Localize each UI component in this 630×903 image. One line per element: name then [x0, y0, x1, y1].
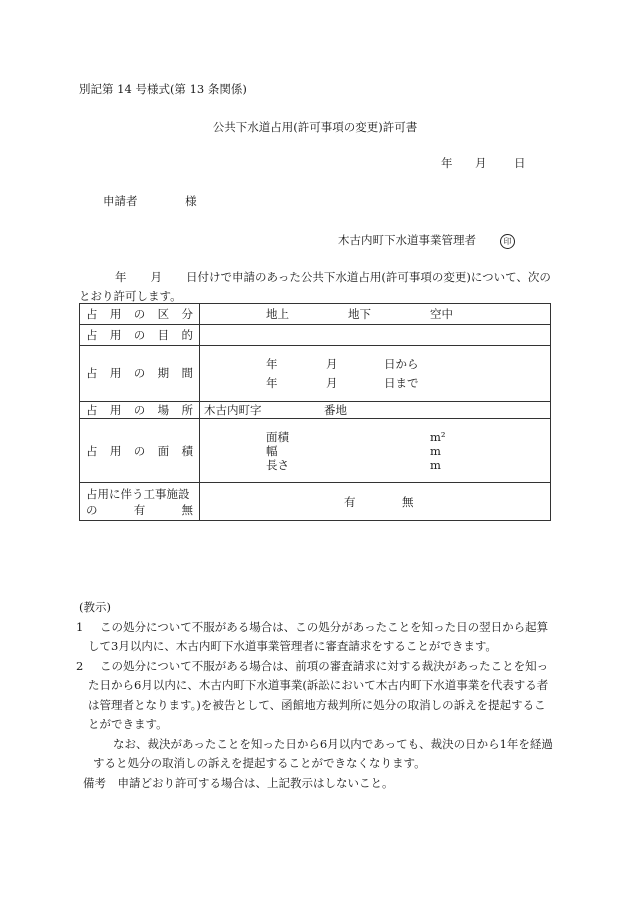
label-char: 間: [181, 366, 193, 381]
administrator-line: [338, 232, 515, 249]
area-row: [204, 458, 546, 472]
label-char: 積: [181, 443, 193, 458]
area-unit: m: [430, 443, 441, 458]
applicant-label: 申請者: [103, 194, 138, 208]
permit-table: [79, 303, 551, 521]
seal-mark: 印: [500, 234, 515, 249]
option-above-ground: 地上: [266, 306, 289, 321]
area-name: 長さ: [266, 457, 289, 472]
label-char: 用: [109, 327, 122, 342]
intro-text: 日付けで申請のあった公共下水道占用(許可事項の変更)について、次のとおり許可します。: [79, 270, 551, 303]
label-char: 目: [157, 327, 170, 342]
facility-label-line2: [86, 502, 193, 518]
label-char: の: [133, 306, 146, 321]
row-period: [80, 346, 551, 402]
period-from: [204, 355, 546, 374]
supplement-body: なお、裁決があったことを知った日から6月以内であっても、裁決の日から1年を経過すると処分の取消しの訴えを提起することができなくなります。: [93, 736, 553, 770]
period-value: [200, 346, 551, 402]
area-unit: m²: [430, 429, 446, 444]
to-year: 年: [266, 375, 278, 390]
label-char: 用: [109, 403, 122, 417]
intro-year: 年: [115, 270, 127, 284]
row-category: [80, 304, 551, 325]
intro-paragraph: [79, 268, 551, 306]
facility-value: [200, 483, 551, 521]
area-value: [200, 419, 551, 483]
label-char: 用: [109, 366, 122, 381]
label-char: 的: [181, 327, 193, 342]
label-char: 分: [181, 306, 193, 321]
period-label: [80, 346, 200, 402]
label-char: 場: [157, 403, 170, 417]
area-unit: m: [430, 457, 441, 472]
form-reference: 別記第 14 号様式(第 13 条関係): [79, 82, 247, 96]
item-text: この処分について不服がある場合は、この処分があったことを知った日の翌日から起算して3月以内に、木古内町下水道事業管理者に審査請求をすることができます。: [88, 619, 549, 653]
applicant-line: [103, 193, 197, 209]
facility-label-line1: 占用に伴う工事施設: [86, 486, 190, 501]
label-char: 用: [109, 306, 122, 321]
row-facility: [80, 483, 551, 521]
label-char: 区: [157, 306, 170, 321]
label-char: 占: [86, 327, 98, 342]
item-number: 1: [76, 619, 84, 634]
label-char: の: [133, 403, 146, 417]
row-area: [80, 419, 551, 483]
from-day: 日から: [384, 356, 419, 371]
label-char: 有: [133, 502, 146, 517]
label-char: の: [133, 327, 146, 342]
label-char: の: [133, 366, 146, 381]
date-day: 日: [514, 156, 526, 170]
label-char: の: [133, 443, 146, 458]
category-label: [80, 304, 200, 325]
option-aerial: 空中: [430, 306, 453, 321]
label-char: 面: [157, 443, 170, 458]
label-char: 用: [109, 443, 122, 458]
instructions-section: [76, 598, 553, 793]
applicant-honorific: 様: [185, 194, 197, 208]
area-name: 幅: [266, 443, 278, 458]
option-yes: 有: [344, 494, 356, 509]
area-label: [80, 419, 200, 483]
purpose-label: [80, 325, 200, 346]
facility-label: [80, 483, 200, 521]
period-to: [204, 374, 546, 393]
area-name: 面積: [266, 429, 289, 444]
remark-text: 備考 申請どおり許可する場合は、上記教示はしないこと。: [83, 775, 394, 790]
label-char: の: [86, 502, 98, 517]
intro-month: 月: [150, 270, 162, 284]
label-char: 占: [86, 306, 98, 321]
area-row: [204, 444, 546, 458]
label-char: 占: [86, 403, 98, 417]
label-char: 所: [181, 403, 193, 417]
purpose-value: [200, 325, 551, 346]
to-month: 月: [326, 375, 338, 390]
item-text: この処分について不服がある場合は、前項の審査請求に対する裁決があったことを知った日から6月以内に、木古内町下水道事業(訴訟において木古内町下水道事業を代表する者は管理者となります。)を被告として、函館地方裁判所に処分の取消しの訴えを提起することができます。: [88, 658, 549, 731]
to-day: 日まで: [384, 375, 419, 390]
category-value: [200, 304, 551, 325]
instruction-item-2: [76, 657, 553, 735]
issue-date: [441, 155, 526, 171]
label-char: 占: [86, 366, 98, 381]
option-no: 無: [402, 494, 414, 509]
from-month: 月: [326, 356, 338, 371]
supplement-text: [79, 735, 553, 774]
place-lot: 番地: [324, 403, 347, 417]
instructions-heading: (教示): [79, 600, 111, 614]
label-char: 占: [86, 443, 98, 458]
area-row: [204, 430, 546, 444]
place-label: [80, 402, 200, 419]
document-title: 公共下水道占用(許可事項の変更)許可書: [212, 120, 418, 134]
item-number: 2: [76, 658, 84, 673]
instruction-item-1: [76, 618, 553, 657]
label-char: 無: [181, 502, 193, 517]
date-month: 月: [475, 156, 487, 170]
row-place: [80, 402, 551, 419]
from-year: 年: [266, 356, 278, 371]
administrator-name: 木古内町下水道事業管理者: [338, 233, 476, 247]
place-town: 木古内町字: [204, 403, 262, 417]
place-value: [200, 402, 551, 419]
row-purpose: [80, 325, 551, 346]
date-year: 年: [441, 156, 453, 170]
option-underground: 地下: [348, 306, 371, 321]
label-char: 期: [157, 366, 170, 381]
